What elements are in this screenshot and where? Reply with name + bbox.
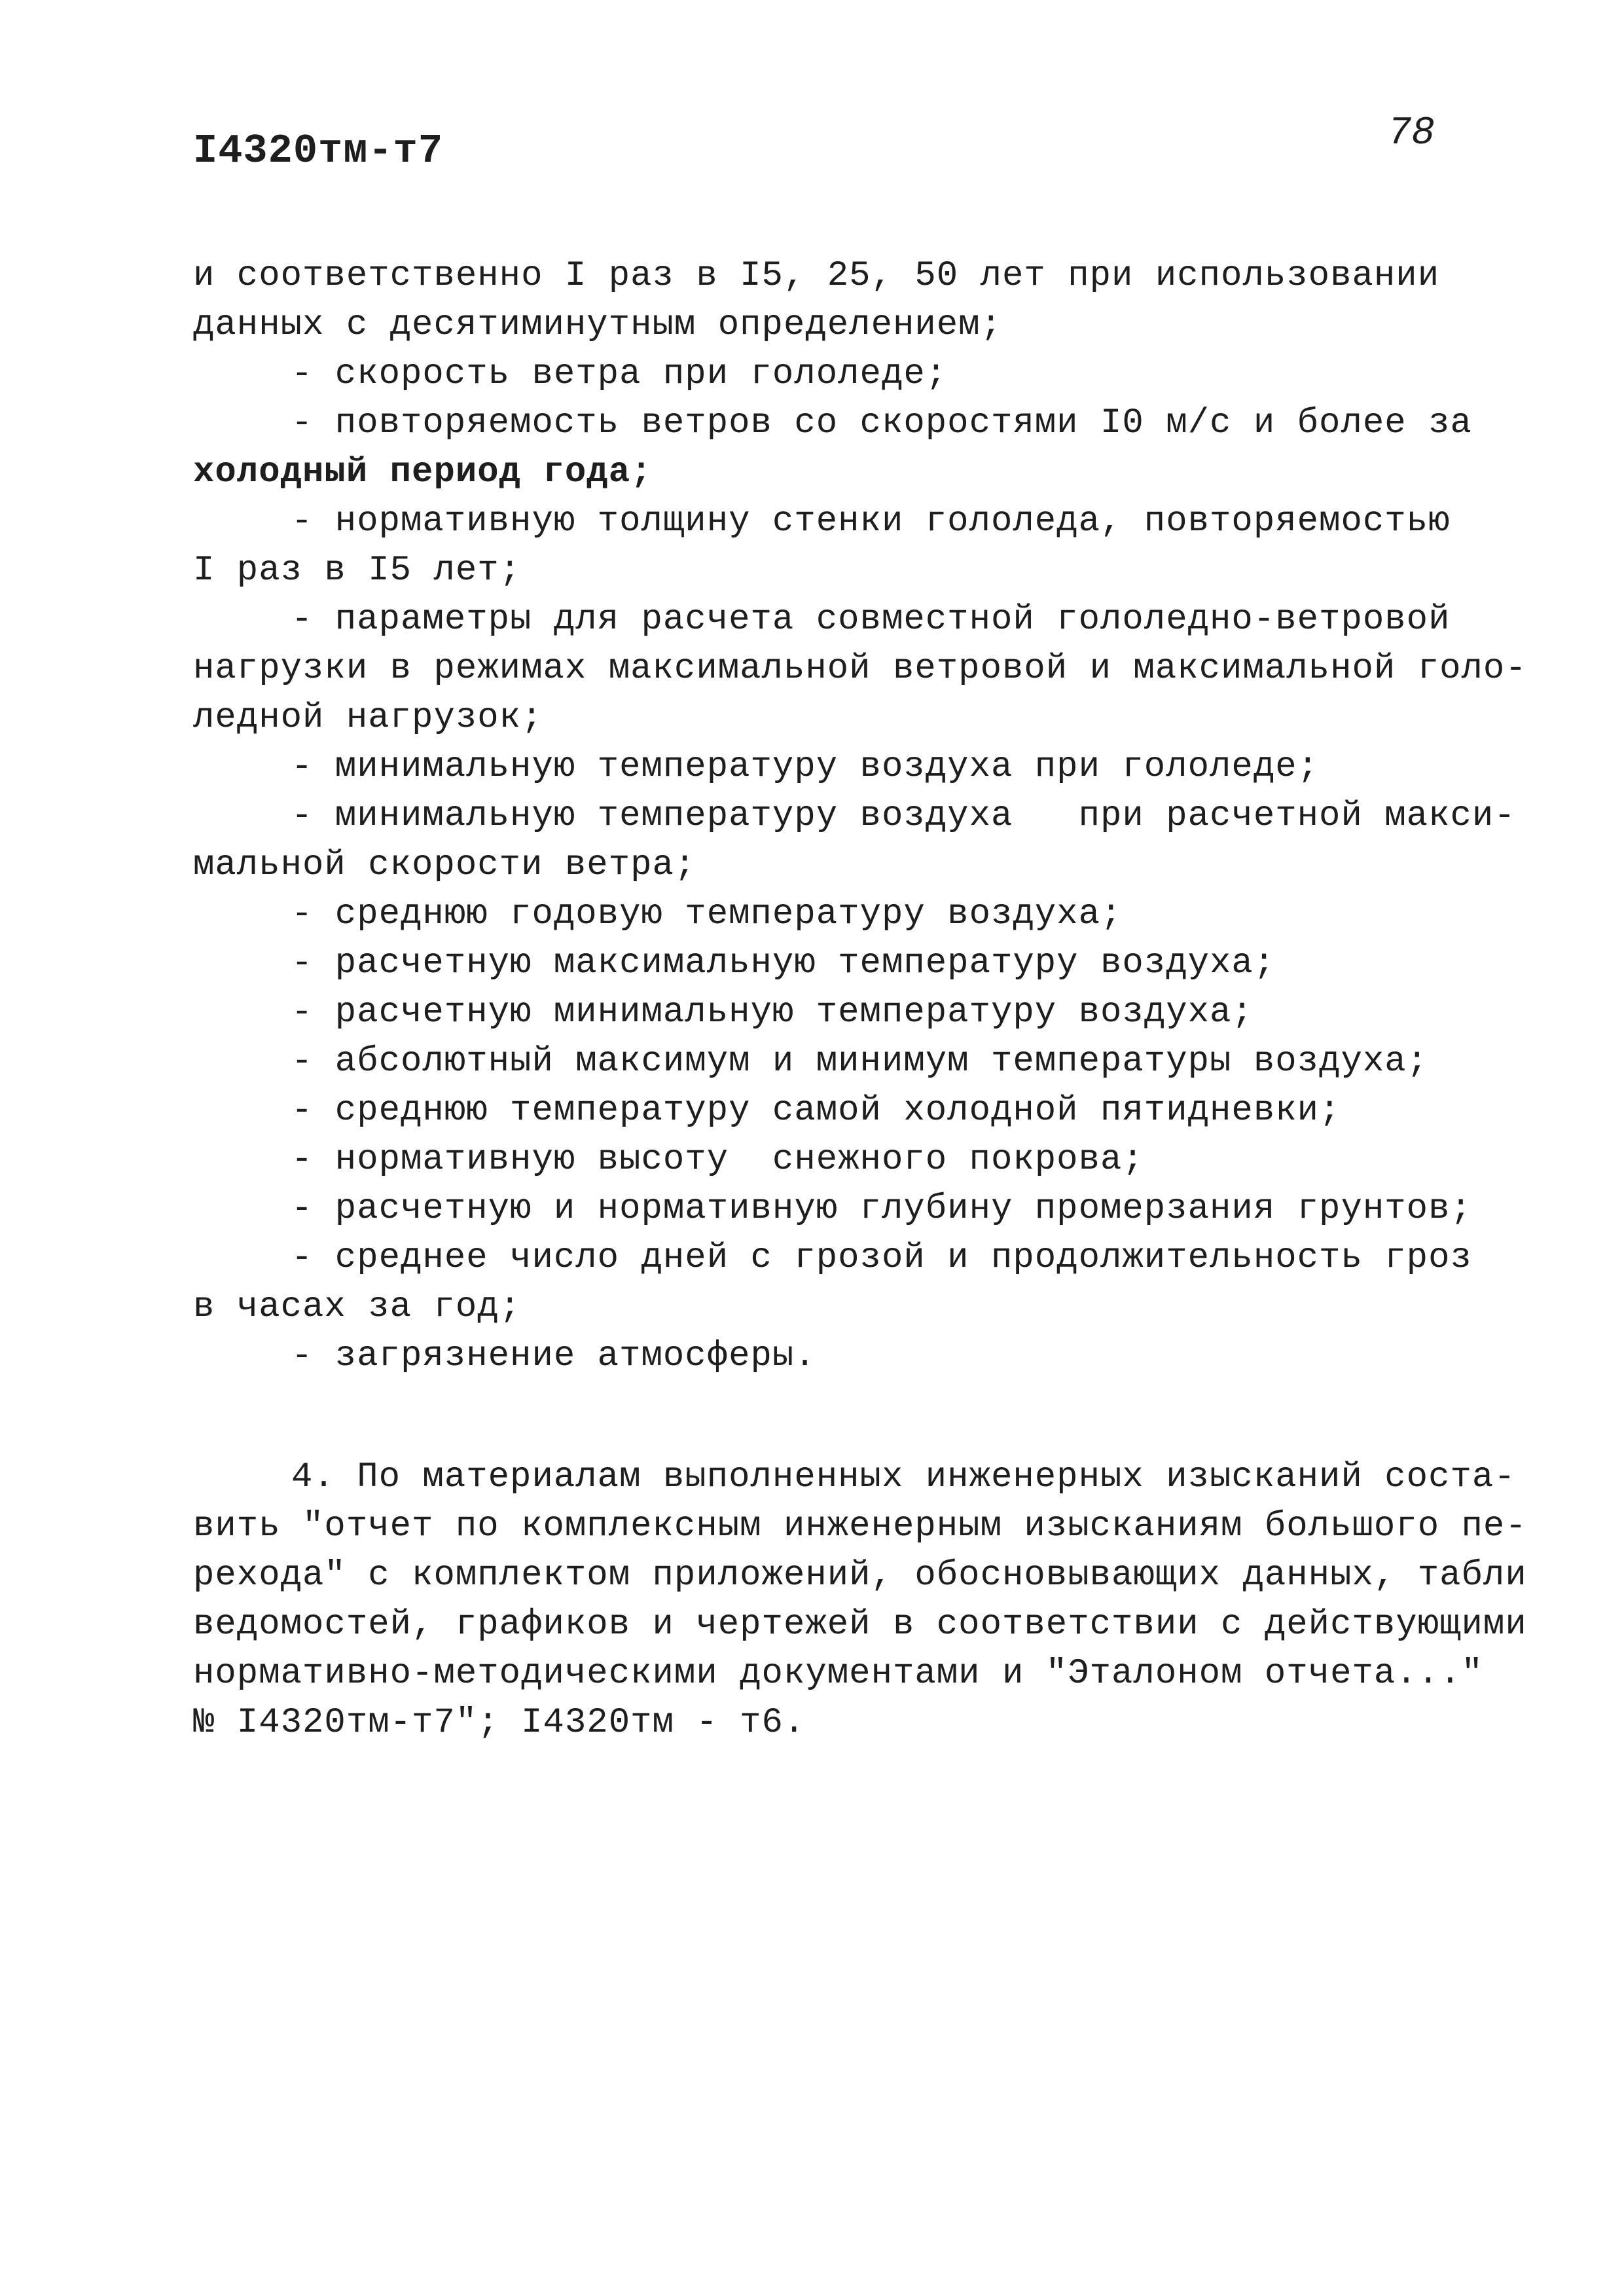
text-line: I раз в I5 лет; (193, 551, 522, 591)
paragraph-line: нормативно-методическими документами и "Эталоном отчета..." (193, 1654, 1483, 1694)
list-item: - среднюю температуру самой холодной пятидневки; (291, 1091, 1341, 1131)
paragraph-line: рехода" с комплектом приложений, обосновывающих данных, табли (193, 1556, 1527, 1595)
paragraph-line: № I4320тм-т7"; I4320тм - т6. (193, 1703, 806, 1743)
document-code: I4320тм-т7 (193, 128, 444, 174)
text-line: данных с десятиминутным определением; (193, 305, 1002, 345)
list-item: - расчетную и нормативную глубину промерзания грунтов; (291, 1189, 1472, 1229)
list-item: - абсолютный максимум и минимум температуры воздуха; (291, 1042, 1429, 1082)
list-item: - нормативную толщину стенки гололеда, повторяемостью (291, 501, 1451, 541)
text-line: нагрузки в режимах максимальной ветровой и максимальной голо- (193, 649, 1527, 689)
list-item: - повторяемость ветров со скоростями I0 м/с и более за (291, 403, 1472, 443)
text-line: и соответственно I раз в I5, 25, 50 лет при использовании (193, 256, 1440, 296)
list-item: - минимальную температуру воздуха при гололеде; (291, 747, 1320, 787)
list-item: - загрязнение атмосферы. (291, 1336, 816, 1376)
list-item: - расчетную минимальную температуру воздуха; (291, 993, 1254, 1032)
list-item: - расчетную максимальную температуру воздуха; (291, 943, 1276, 983)
list-item: - среднюю годовую температуру воздуха; (291, 894, 1123, 934)
paragraph-line: ведомостей, графиков и чертежей в соответствии с действующими (193, 1605, 1527, 1645)
text-line: ледной нагрузок; (193, 698, 543, 738)
text-line: мальной скорости ветра; (193, 845, 696, 885)
text-line: в часах за год; (193, 1287, 522, 1327)
page-number: 78 (1388, 111, 1435, 156)
list-item: - среднее число дней с грозой и продолжительность гроз (291, 1238, 1472, 1278)
text-line: холодный период года; (193, 452, 653, 492)
list-item: - минимальную температуру воздуха при расчетной макси- (291, 796, 1516, 836)
list-item: - параметры для расчета совместной гололедно-ветровой (291, 600, 1451, 640)
paragraph-line: 4. По материалам выполненных инженерных изысканий соста- (291, 1457, 1516, 1497)
list-item: - скорость ветра при гололеде; (291, 354, 948, 394)
list-item: - нормативную высоту снежного покрова; (291, 1140, 1144, 1180)
paragraph-line: вить "отчет по комплексным инженерным изысканиям большого пе- (193, 1506, 1527, 1546)
